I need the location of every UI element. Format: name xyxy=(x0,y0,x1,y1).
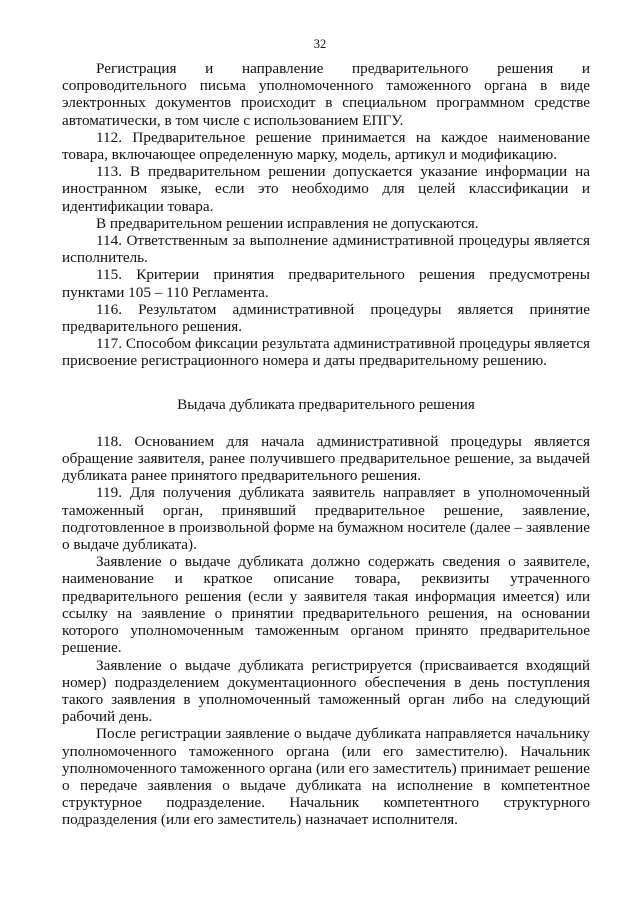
paragraph-no-corrections: В предварительном решении исправления не допускаются. xyxy=(96,214,479,232)
paragraph-duplicate-contents: Заявление о выдаче дубликата должно содержать сведения о заявителе, наименование и краткое описание товара, реквизиты утраченного предварительного решения (если у заявителя такая информация имеется) или ссылку на заявление о принятии предварительного решения, на основании которого уполномоченным таможенным органом принято предварительное решение. xyxy=(62,553,590,657)
paragraph-114: 114. Ответственным за выполнение административной процедуры является исполнитель. xyxy=(62,232,590,267)
paragraph-after-registration: После регистрации заявление о выдаче дубликата направляется начальнику уполномоченного таможенного органа (или его заместителю). Начальник уполномоченного таможенного органа (или его заместитель) принимает решение о передаче заявления о выдаче дубликата на исполнение в компетентное структурное подразделение. Начальник компетентного структурного подразделения (или его заместитель) назначает исполнителя. xyxy=(62,725,590,829)
paragraph-117: 117. Способом фиксации результата административной процедуры является присвоение регистрационного номера и даты предварительному решению. xyxy=(62,335,590,370)
paragraph-113: 113. В предварительном решении допускается указание информации на иностранном языке, если это необходимо для целей классификации и идентификации товара. xyxy=(62,163,590,215)
paragraph-duplicate-registration: Заявление о выдаче дубликата регистрируется (присваивается входящий номер) подразделением документационного обеспечения в день поступления такого заявления в уполномоченный таможенный орган либо на следующий рабочий день. xyxy=(62,656,590,726)
paragraph-115: 115. Критерии принятия предварительного решения предусмотрены пунктами 105 – 110 Регламента. xyxy=(62,266,590,301)
section-heading: Выдача дубликата предварительного решения xyxy=(177,395,475,413)
paragraph-119: 119. Для получения дубликата заявитель направляет в уполномоченный таможенный орган, принявший предварительное решение, заявление, подготовленное в произвольной форме на бумажном носителе (далее – заявление о выдаче дубликата). xyxy=(62,484,590,554)
paragraph-112: 112. Предварительное решение принимается на каждое наименование товара, включающее определенную марку, модель, артикул и модификацию. xyxy=(62,128,590,164)
document-body xyxy=(62,60,590,829)
page-number: 32 xyxy=(313,37,327,51)
paragraph-registration: Регистрация и направление предварительного решения и сопроводительного письма уполномоченного таможенного органа в виде электронных документов происходит в специальном программном средстве автоматически, в том числе с использованием ЕПГУ. xyxy=(62,60,590,129)
paragraph-116: 116. Результатом административной процедуры является принятие предварительного решения. xyxy=(62,300,590,336)
paragraph-118: 118. Основанием для начала административной процедуры является обращение заявителя, ранее получившего предварительное решение, за выдачей дубликата ранее принятого предварительного решения. xyxy=(62,432,590,485)
